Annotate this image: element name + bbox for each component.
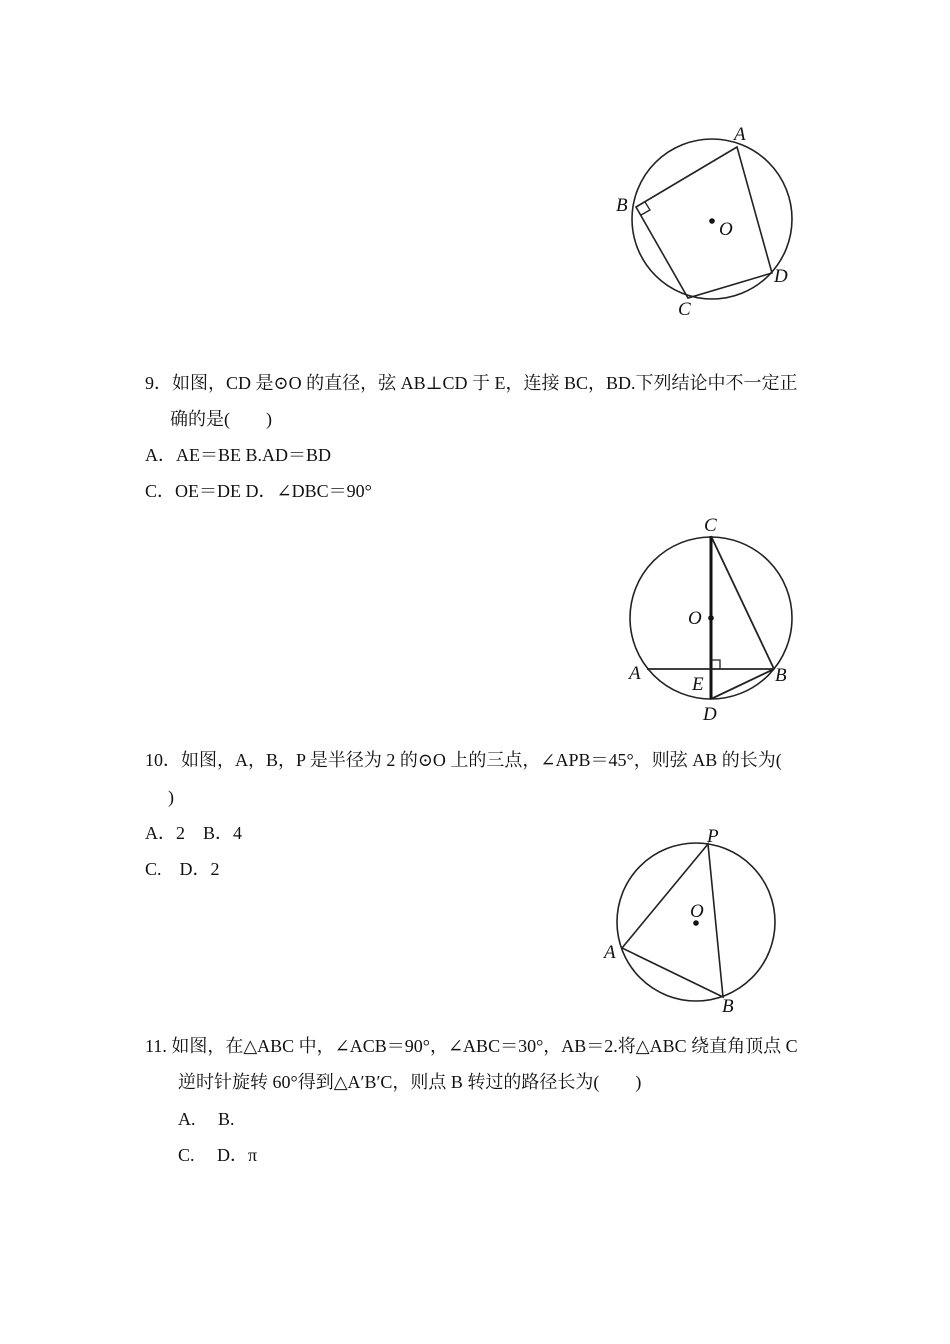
label-b: B <box>722 996 734 1017</box>
question-9-line-2: 确的是( ) <box>170 409 272 429</box>
label-c: C <box>704 515 717 536</box>
question-9-line-1: 9．如图，CD 是⊙O 的直径，弦 AB⊥CD 于 E，连接 BC，BD.下列结论中不一定正 <box>145 373 798 393</box>
segment-bd <box>711 669 774 699</box>
label-o: O <box>688 608 702 629</box>
question-10-options-row-1: A．2 B．4 <box>145 823 243 843</box>
segment-cb <box>711 536 774 669</box>
center-dot-o <box>709 218 715 224</box>
figure-diameter-chord <box>600 510 810 725</box>
question-11-options-row-2: C. D．π <box>178 1145 258 1165</box>
label-a: A <box>629 663 641 684</box>
label-d: D <box>703 704 717 725</box>
figure-inscribed-angle <box>595 822 795 1022</box>
label-b: B <box>616 195 628 216</box>
question-11-line-1: 11. 如图，在△ABC 中，∠ACB＝90°，∠ABC＝30°，AB＝2.将△ABC 绕直角顶点 C <box>145 1036 798 1056</box>
question-10-line-2: ) <box>168 787 174 807</box>
label-o: O <box>690 901 704 922</box>
label-a: A <box>734 124 746 145</box>
label-d: D <box>774 266 788 287</box>
label-c: C <box>678 299 691 320</box>
label-o: O <box>719 219 733 240</box>
question-10-line-1: 10．如图，A，B，P 是半径为 2 的⊙O 上的三点，∠APB＝45°，则弦 AB 的长为( <box>145 750 782 770</box>
question-11-line-2: 逆时针旋转 60°得到△A′B′C，则点 B 转过的路径长为( ) <box>178 1072 642 1092</box>
label-b: B <box>775 665 787 686</box>
question-11-options-row-1: A. B. <box>178 1109 235 1129</box>
question-10-options-row-2: C. D．2 <box>145 859 220 879</box>
question-9-options-row-2: C．OE＝DE D．∠DBC＝90° <box>145 481 372 501</box>
question-9-options-row-1: A．AE＝BE B.AD＝BD <box>145 445 332 465</box>
quadrilateral-abcd <box>636 147 772 298</box>
label-e: E <box>692 674 704 695</box>
label-p: P <box>707 826 719 847</box>
center-dot-o <box>708 615 714 621</box>
figure-quadrilateral-in-circle <box>600 118 810 328</box>
label-a: A <box>604 942 616 963</box>
